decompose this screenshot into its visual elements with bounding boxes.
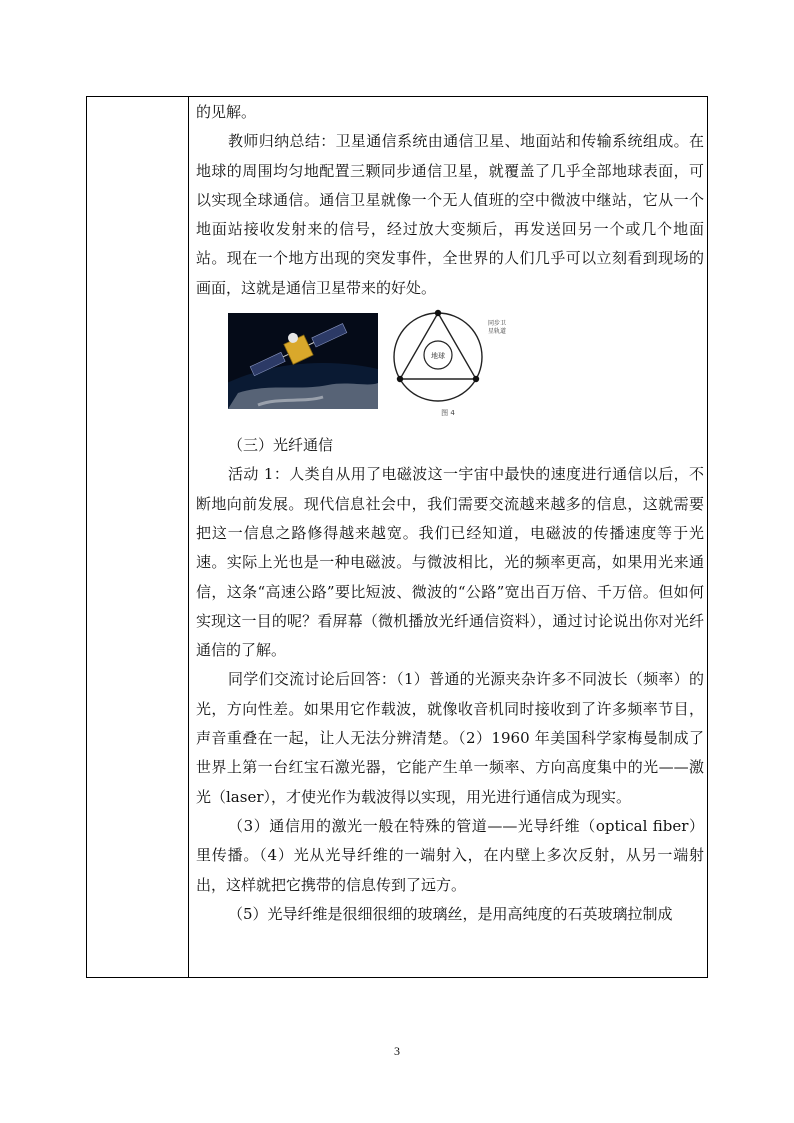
orbit-label-line1: 同步卫 xyxy=(488,320,507,328)
orbit-label-line2: 星轨道 xyxy=(488,328,507,336)
orbit-diagram-svg xyxy=(392,307,532,429)
satellite-dot xyxy=(473,376,479,382)
figure-row xyxy=(196,307,704,431)
paragraph-activity-1: 活动 1：人类自从用了电磁波这一宇宙中最快的速度进行通信以后，不断地向前发展。现代信息社会中，我们需要交流越来越多的信息，这就需要把这一信息之路修得越来越宽。我们已经知道，电磁波的传播速度等于光速。实际上光也是一种电磁波。与微波相比，光的频率更高，如果用光来通信，这条“高速公路”要比短波、微波的“公路”宽出百万倍、千万倍。但如何实现这一目的呢？看屏幕（微机播放光纤通信资料），通过讨论说出你对光纤通信的了解。 xyxy=(196,465,704,660)
orbit-diagram xyxy=(392,307,532,429)
satellite-image-icon xyxy=(228,313,378,409)
page-number: 3 xyxy=(394,1044,400,1058)
satellite-photo xyxy=(228,313,378,409)
section-heading: （三）光纤通信 xyxy=(228,436,334,455)
paragraph-laser-fiber: （3）通信用的激光一般在特殊的管道——光导纤维（optical fiber）里传播。（4）光从光导纤维的一端射入，在内壁上多次反射，从另一端射出，这样就把它携带的信息传到了远方。 xyxy=(196,816,704,894)
paragraph-student-answer: 同学们交流讨论后回答：（1）普通的光源夹杂许多不同波长（频率）的光，方向性差。如果用它作载波，就像收音机同时接收到了许多频率节目，声音重叠在一起，让人无法分辨清楚。（2）1960 年美国科学家梅曼制成了世界上第一台红宝石激光器，它能产生单一频率、方向高度集中的光——激光（laser），才使光作为载波得以实现，用光进行通信成为现实。 xyxy=(196,670,704,806)
paragraph-fiber-glass: （5）光导纤维是很细很细的玻璃丝，是用高纯度的石英玻璃拉制成 xyxy=(228,904,673,923)
satellite-dot xyxy=(435,310,441,316)
earth-label: 地球 xyxy=(431,352,445,361)
paragraph-teacher-summary: 教师归纳总结：卫星通信系统由通信卫星、地面站和传输系统组成。在地球的周围均匀地配置三颗同步通信卫星，就覆盖了几乎全部地球表面，可以实现全球通信。通信卫星就像一个无人值班的空中微波中继站，它从一个地面站接收发射来的信号，经过放大变频后，再发送回另一个或几个地面站。现在一个地方出现的突发事件，全世界的人们几乎可以立刻看到现场的画面，这就是通信卫星带来的好处。 xyxy=(196,132,704,297)
paragraph-continuation: 的见解。 xyxy=(196,103,257,121)
content-cell xyxy=(196,98,704,929)
figure-caption: 图 4 xyxy=(441,409,455,418)
satellite-dot xyxy=(397,376,403,382)
column-divider xyxy=(188,96,189,978)
